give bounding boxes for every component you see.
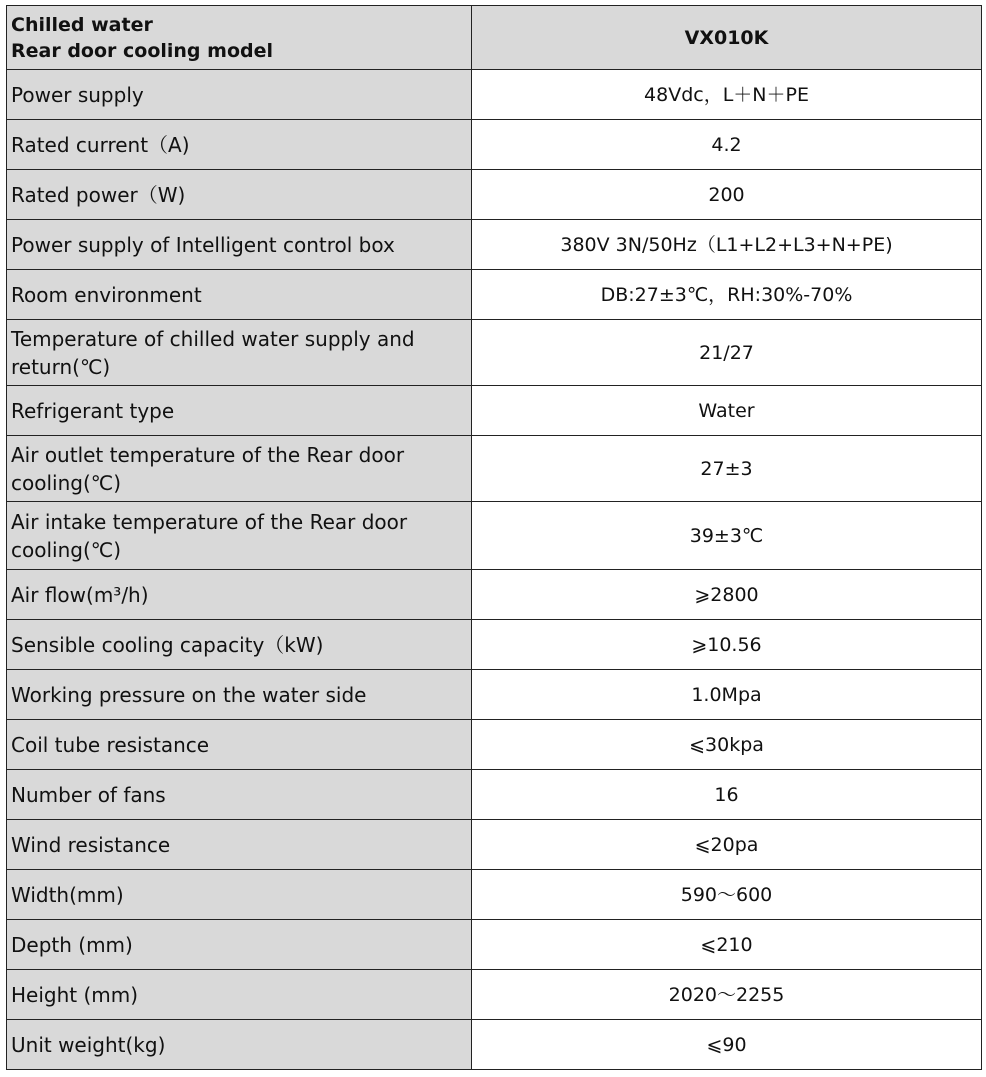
row-label: Rated current（A) (7, 120, 472, 170)
row-value: 48Vdc，L＋N＋PE (472, 70, 982, 120)
row-label: Width(mm) (7, 870, 472, 920)
row-label: Rated power（W) (7, 170, 472, 220)
table-row (7, 270, 982, 320)
row-label: Coil tube resistance (7, 720, 472, 770)
row-value: 21/27 (472, 320, 982, 386)
row-value: 16 (472, 770, 982, 820)
row-label: Depth (mm) (7, 920, 472, 970)
table-row (7, 720, 982, 770)
table-row (7, 820, 982, 870)
row-value: 590～600 (472, 870, 982, 920)
header-label-line1: Chilled water (11, 13, 153, 36)
table-row (7, 1020, 982, 1070)
row-label: Air outlet temperature of the Rear door cooling(℃) (7, 436, 472, 502)
table-row (7, 620, 982, 670)
row-value: 39±3℃ (472, 502, 982, 570)
row-label: Number of fans (7, 770, 472, 820)
table-row (7, 220, 982, 270)
row-value: 2020～2255 (472, 970, 982, 1020)
row-value: ⩽30kpa (472, 720, 982, 770)
table-row (7, 320, 982, 386)
row-label: Refrigerant type (7, 386, 472, 436)
row-value: 200 (472, 170, 982, 220)
table-row (7, 870, 982, 920)
row-value: DB:27±3℃，RH:30%-70% (472, 270, 982, 320)
row-label: Air intake temperature of the Rear door cooling(℃) (7, 502, 472, 570)
table-row (7, 770, 982, 820)
header-label-cell (7, 6, 472, 70)
row-label: Temperature of chilled water supply and return(℃) (7, 320, 472, 386)
row-value: ⩽210 (472, 920, 982, 970)
row-value: ⩽20pa (472, 820, 982, 870)
header-label-line2: Rear door cooling model (11, 39, 274, 62)
table-row (7, 570, 982, 620)
row-label: Height (mm) (7, 970, 472, 1020)
table-row (7, 170, 982, 220)
row-value: ⩾10.56 (472, 620, 982, 670)
row-label: Power supply of Intelligent control box (7, 220, 472, 270)
row-label: Working pressure on the water side (7, 670, 472, 720)
table-row (7, 70, 982, 120)
spec-table (6, 5, 982, 1070)
table-row (7, 120, 982, 170)
row-value: 1.0Mpa (472, 670, 982, 720)
row-label: Power supply (7, 70, 472, 120)
table-row (7, 920, 982, 970)
table-row (7, 502, 982, 570)
row-label: Wind resistance (7, 820, 472, 870)
table-row (7, 970, 982, 1020)
row-value: 4.2 (472, 120, 982, 170)
table-row (7, 386, 982, 436)
row-value: 380V 3N/50Hz（L1+L2+L3+N+PE) (472, 220, 982, 270)
row-value: Water (472, 386, 982, 436)
header-model-cell: VX010K (472, 6, 982, 70)
row-value: ⩾2800 (472, 570, 982, 620)
table-row (7, 670, 982, 720)
row-label: Room environment (7, 270, 472, 320)
row-label: Air flow(m³/h) (7, 570, 472, 620)
table-row (7, 436, 982, 502)
row-value: 27±3 (472, 436, 982, 502)
row-label: Sensible cooling capacity（kW) (7, 620, 472, 670)
table-header-row (7, 6, 982, 70)
row-label: Unit weight(kg) (7, 1020, 472, 1070)
row-value: ⩽90 (472, 1020, 982, 1070)
